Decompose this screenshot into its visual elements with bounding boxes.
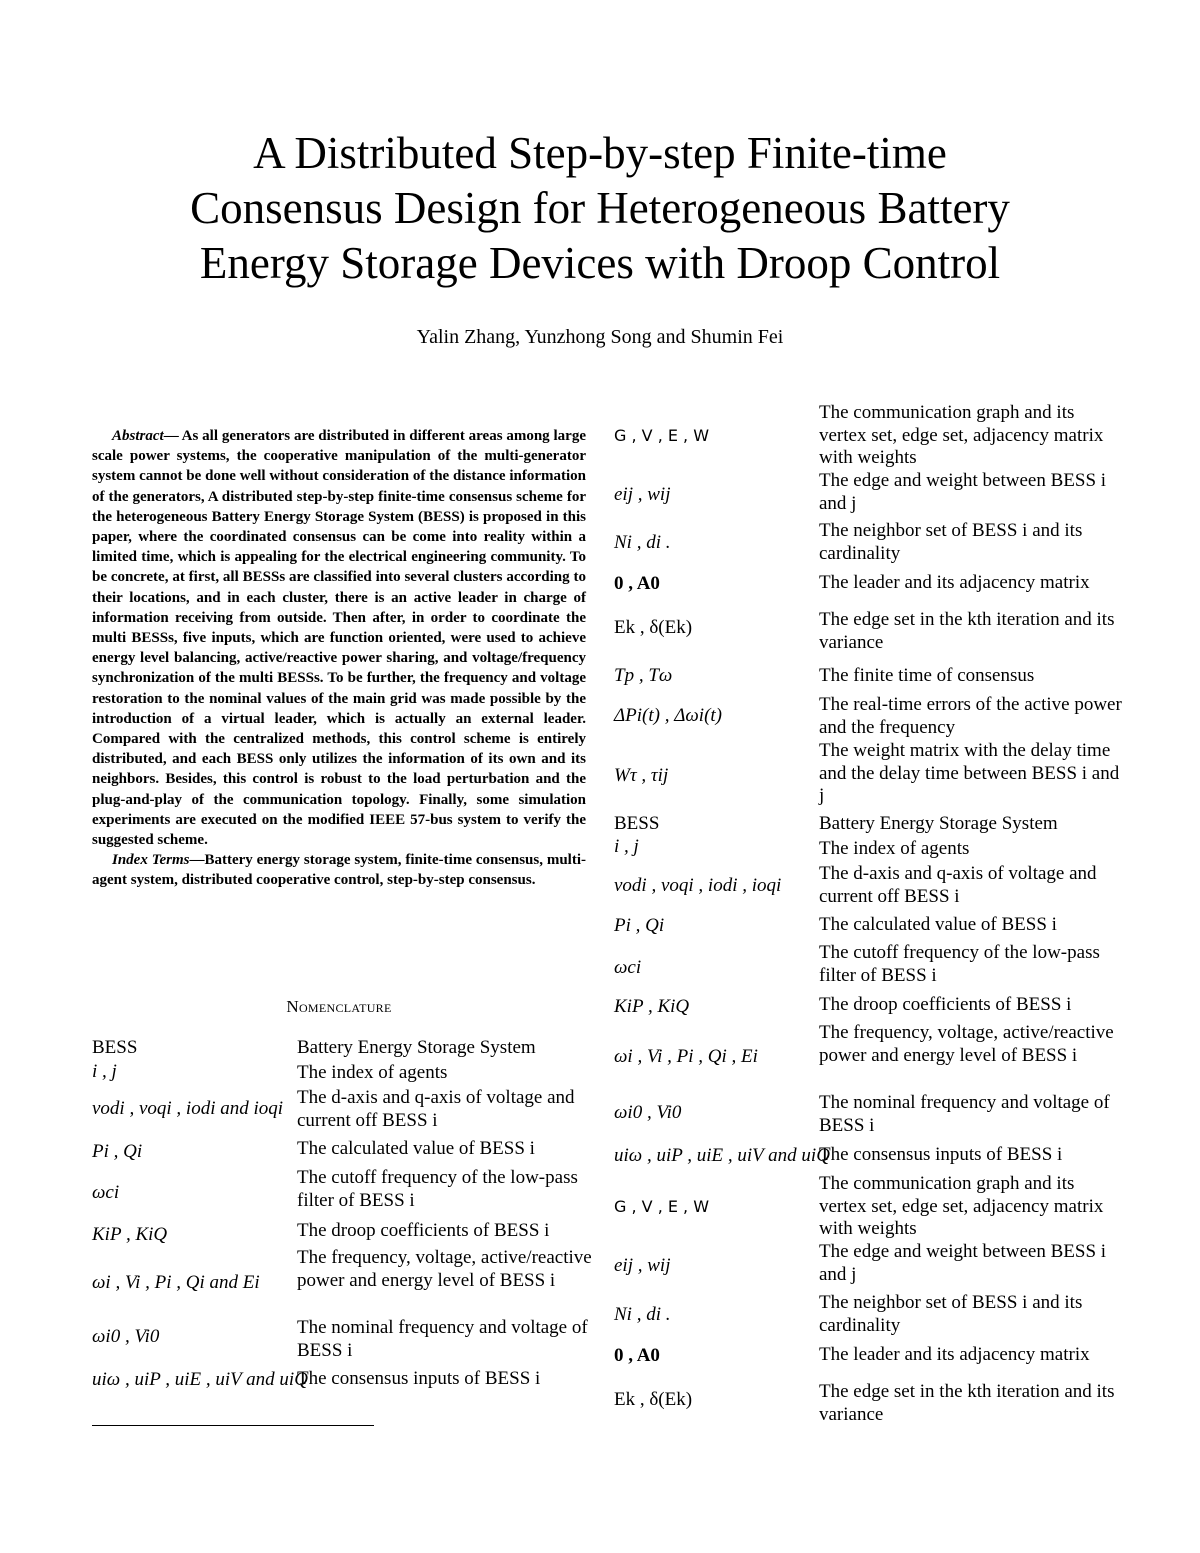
symbol-text: ωci (614, 957, 642, 978)
nomenclature-description: The frequency, voltage, active/reactive power and energy level of BESS i (819, 1022, 1114, 1066)
symbol-text: ωi0 , Vi0 (92, 1326, 160, 1347)
index-terms-dash: — (189, 852, 205, 869)
symbol-text: G , V , E , W (614, 426, 710, 445)
symbol-text: eij , wij (614, 484, 671, 505)
symbol-text: 0 , A0 (614, 1345, 660, 1366)
symbol-droop (92, 1224, 167, 1246)
symbol-inputs (614, 1145, 830, 1167)
abstract-text: As all generators are distributed in different areas among large scale power systems, the cooperative manipulation of the multi-generator system cannot be done well without consideration of the distance information of the generators, A distributed step-by-step finite-time consensus scheme for the heterogeneous Battery Energy Storage System (BESS) is proposed in this paper, where the coordinated consensus can be come into reality within a limited time, which is appealing for the electrical engineering community. To be concrete, at first, all BESSs are classified into several clusters according to their locations, and in each cluster, there is an active leader in charge of information receiving from outside. Then after, in order to coordinate the multi BESSs, five inputs, which are function oriented, were used to achieve energy level balancing, active/reactive power sharing, and voltage/frequency synchronization of the multi BESSs. To be further, the frequency and voltage restoration to the nominal values of the main grid was made possible by the introduction of a virtual leader, which is actually an external leader. Compared with the centralized methods, this control scheme is entirely distributed, and each BESS only utilizes the information of its own and its neighbors. Besides, this control is robust to the load perturbation and the plug-and-play of the communication topology. Finally, some simulation experiments are executed on the modified IEEE 57-bus system to verify the suggested scheme. (92, 428, 586, 849)
nomenclature-description: The calculated value of BESS i (297, 1138, 535, 1159)
nomenclature-description: The leader and its adjacency matrix (819, 572, 1090, 593)
symbol-text: KiP , KiQ (92, 1224, 168, 1245)
symbol-nominal (92, 1326, 159, 1348)
symbol-edge (614, 1255, 670, 1277)
index-terms-paragraph (92, 850, 586, 890)
symbol-voltage-current (614, 875, 781, 897)
symbol-text: Tp , Tω (614, 665, 673, 686)
paper-title (100, 126, 1100, 291)
symbol-text: eij , wij (614, 1255, 671, 1276)
nomenclature-description: The edge and weight between BESS i and j (819, 470, 1107, 514)
symbol-text: Ni , di . (614, 1304, 671, 1325)
symbol-weight-delay (614, 765, 668, 787)
symbol-state (614, 1046, 758, 1068)
symbol-nominal (614, 1102, 681, 1124)
abstract-block (92, 426, 586, 891)
symbol-text: Pi , Qi (92, 1141, 143, 1162)
nomenclature-description: The weight matrix with the delay time and the delay time between BESS i and j (819, 740, 1120, 806)
nomenclature-table-right (614, 400, 1134, 1440)
nomenclature-description: The communication graph and its vertex set, edge set, adjacency matrix with weights (819, 1173, 1104, 1239)
symbol-text: ΔPi(t) , Δωi(t) (614, 705, 722, 726)
symbol-text: Ek , δ(Ek) (614, 617, 693, 638)
title-line: A Distributed Step-by-step Finite-time (253, 128, 947, 178)
symbol-text: vodi , voqi , iodi , ioqi (614, 875, 782, 896)
abstract-dash: — (163, 428, 179, 444)
symbol-droop (614, 996, 689, 1018)
nomenclature-description: The edge and weight between BESS i and j (819, 1241, 1107, 1285)
symbol-errors (614, 705, 722, 727)
symbol-neighbor (614, 532, 670, 554)
nomenclature-description: The droop coefficients of BESS i (819, 994, 1072, 1015)
symbol-leader (614, 573, 660, 595)
symbol-finite-time (614, 665, 672, 687)
nomenclature-description: The index of agents (297, 1062, 448, 1083)
symbol-text: ωci (92, 1182, 120, 1203)
nomenclature-description: The calculated value of BESS i (819, 914, 1057, 935)
nomenclature-description: The real-time errors of the active power and the frequency (819, 694, 1122, 738)
index-terms-text: Battery energy storage system, finite-time consensus, multi-agent system, distributed cooperative control, step-by-step consensus. (92, 852, 586, 889)
nomenclature-description: The cutoff frequency of the low-pass filter of BESS i (819, 942, 1100, 986)
footnote-separator (92, 1425, 374, 1426)
nomenclature-description: The neighbor set of BESS i and its cardinality (819, 1292, 1083, 1336)
symbol-cutoff (614, 957, 641, 979)
title-line: Energy Storage Devices with Droop Control (199, 238, 1001, 288)
symbol-text: uiω , uiP , uiE , uiV and uiQ (614, 1145, 830, 1166)
nomenclature-description: The d-axis and q-axis of voltage and current off BESS i (297, 1087, 575, 1131)
nomenclature-description: The finite time of consensus (819, 665, 1035, 686)
symbol-text: 0 , A0 (614, 573, 660, 594)
nomenclature-description: Battery Energy Storage System (297, 1037, 536, 1058)
nomenclature-description: The edge set in the kth iteration and its variance (819, 1381, 1115, 1425)
title-line: Consensus Design for Heterogeneous Battery (190, 183, 1010, 233)
symbol-text: BESS (614, 813, 660, 834)
symbol-inputs (92, 1369, 308, 1391)
symbol-power (92, 1141, 142, 1163)
nomenclature-description: The leader and its adjacency matrix (819, 1344, 1090, 1365)
symbol-voltage-current (92, 1098, 283, 1120)
nomenclature-description: The edge set in the kth iteration and its variance (819, 609, 1115, 653)
symbol-bess (614, 813, 659, 835)
symbol-text: vodi , voqi , iodi and ioqi (92, 1098, 284, 1119)
symbol-cutoff (92, 1182, 119, 1204)
nomenclature-description: The consensus inputs of BESS i (819, 1144, 1063, 1165)
nomenclature-description: The index of agents (819, 838, 970, 859)
abstract-label: Abstract (112, 428, 164, 444)
nomenclature-table-left (92, 1036, 592, 1396)
symbol-text: ωi , Vi , Pi , Qi , Ei (614, 1046, 758, 1067)
symbol-state (92, 1272, 260, 1294)
symbol-edge-set (614, 1389, 692, 1411)
symbol-text: Wτ , τij (614, 765, 669, 786)
symbol-edge-set (614, 617, 692, 639)
symbol-neighbor (614, 1304, 670, 1326)
nomenclature-description: The nominal frequency and voltage of BESS i (819, 1092, 1110, 1136)
symbol-text: i , j (92, 1061, 117, 1082)
nomenclature-description: The nominal frequency and voltage of BESS i (297, 1317, 588, 1361)
nomenclature-description: The d-axis and q-axis of voltage and current off BESS i (819, 863, 1097, 907)
nomenclature-description: The frequency, voltage, active/reactive power and energy level of BESS i (297, 1247, 592, 1291)
symbol-graph (614, 426, 709, 445)
nomenclature-description: The communication graph and its vertex set, edge set, adjacency matrix with weights (819, 402, 1104, 468)
symbol-index (92, 1061, 117, 1083)
symbol-text: Ek , δ(Ek) (614, 1389, 693, 1410)
symbol-power (614, 915, 664, 937)
symbol-leader (614, 1345, 660, 1367)
nomenclature-heading: Nomenclature (286, 997, 392, 1016)
nomenclature-description: The neighbor set of BESS i and its cardinality (819, 520, 1083, 564)
abstract-paragraph (92, 426, 586, 850)
symbol-text: Ni , di . (614, 532, 671, 553)
nomenclature-description: The consensus inputs of BESS i (297, 1368, 541, 1389)
symbol-text: uiω , uiP , uiE , uiV and uiQ (92, 1369, 308, 1390)
author-list: Yalin Zhang, Yunzhong Song and Shumin Fei (416, 326, 784, 348)
symbol-edge (614, 484, 670, 506)
symbol-text: G , V , E , W (614, 1197, 710, 1216)
symbol-text: ωi , Vi , Pi , Qi and Ei (92, 1272, 260, 1293)
symbol-index (614, 836, 639, 858)
index-terms-label: Index Terms (112, 852, 190, 869)
nomenclature-description: Battery Energy Storage System (819, 813, 1058, 834)
symbol-text: KiP , KiQ (614, 996, 690, 1017)
symbol-text: BESS (92, 1037, 138, 1058)
symbol-graph (614, 1197, 709, 1216)
nomenclature-description: The cutoff frequency of the low-pass filter of BESS i (297, 1167, 578, 1211)
symbol-bess (92, 1037, 137, 1059)
symbol-text: Pi , Qi (614, 915, 665, 936)
symbol-text: i , j (614, 836, 639, 857)
symbol-text: ωi0 , Vi0 (614, 1102, 682, 1123)
nomenclature-description: The droop coefficients of BESS i (297, 1220, 550, 1241)
